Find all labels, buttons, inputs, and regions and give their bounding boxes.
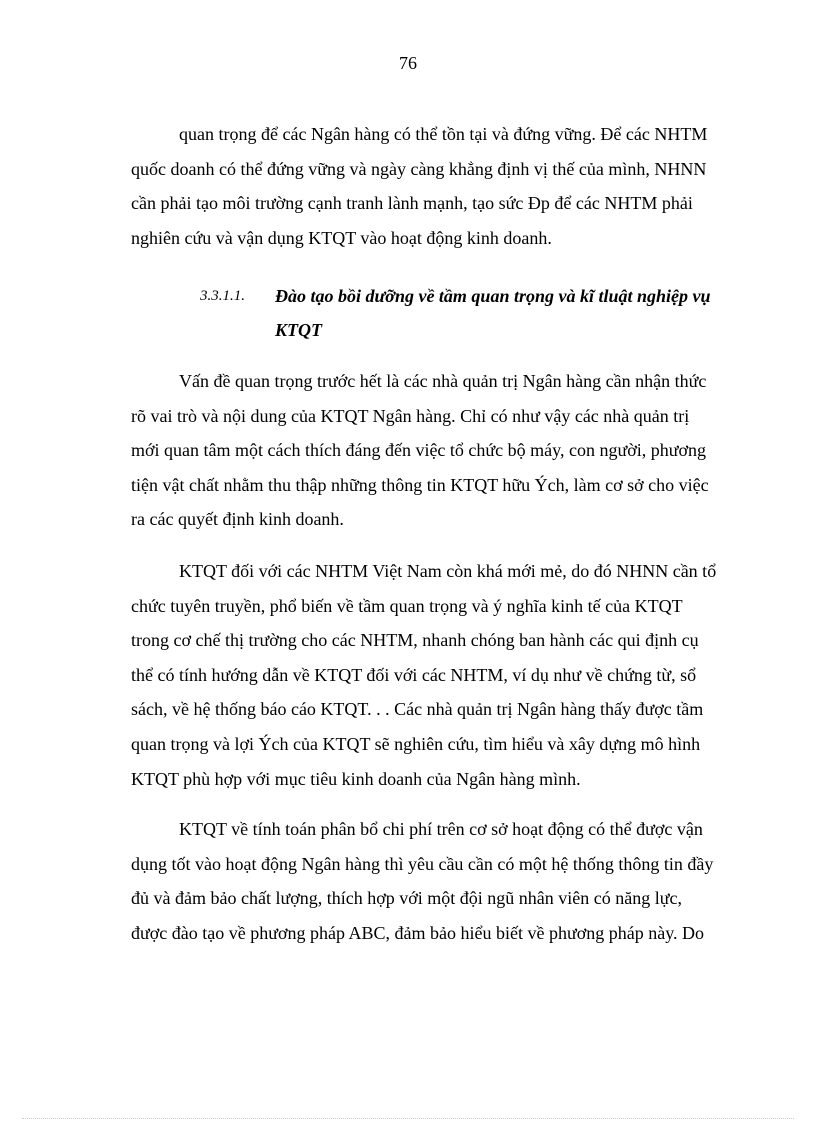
paragraph-line: tiện vật chất nhằm thu thập những thông tin KTQT hữu Ých, làm cơ sở cho việc — [131, 474, 709, 495]
paragraph-line: dụng tốt vào hoạt động Ngân hàng thì yêu cầu cần có một hệ thống thông tin đầy — [131, 853, 714, 874]
paragraph-line: thể có tính hướng dẫn về KTQT đối với các NHTM, ví dụ như về chứng từ, sổ — [131, 664, 697, 685]
paragraph-line: trong cơ chế thị trường cho các NHTM, nhanh chóng ban hành các qui định cụ — [131, 630, 699, 651]
paragraph-line: KTQT đối với các NHTM Việt Nam còn khá mới mẻ, do đó NHNN cần tổ — [179, 561, 717, 581]
section-number: 3.3.1.1. — [200, 288, 245, 304]
page-bottom-divider — [22, 1118, 794, 1119]
paragraph-line: KTQT về tính toán phân bổ chi phí trên cơ sở hoạt động có thể được vận — [179, 819, 703, 839]
paragraph-2 — [131, 364, 741, 537]
paragraph-line: quốc doanh có thể đứng vững và ngày càng khẳng định vị thế của mình, NHNN — [131, 158, 707, 179]
paragraph-line: cần phải tạo môi trường cạnh tranh lành mạnh, tạo sức Ðp để các NHTM phải — [131, 193, 693, 214]
paragraph-line: quan trọng để các Ngân hàng có thể tồn tại và đứng vững. Để các NHTM — [179, 124, 708, 144]
paragraph-line: mới quan tâm một cách thích đáng đến việc tổ chức bộ máy, con người, phương — [131, 440, 707, 461]
page-number: 76 — [399, 53, 417, 73]
section-title-line: Đào tạo bồi dưỡng về tầm quan trọng và kĩ tluật nghiệp vụ — [275, 286, 711, 306]
paragraph-line: rõ vai trò và nội dung của KTQT Ngân hàng. Chỉ có như vậy các nhà quản trị — [131, 405, 690, 426]
paragraph-line: đủ và đảm bảo chất lượng, thích hợp với một đội ngũ nhân viên có năng lực, — [131, 888, 682, 909]
paragraph-4 — [131, 812, 741, 950]
paragraph-line: Vấn đề quan trọng trước hết là các nhà quản trị Ngân hàng cần nhận thức — [179, 371, 707, 391]
paragraph-1 — [131, 117, 741, 255]
paragraph-line: KTQT phù hợp với mục tiêu kinh doanh của Ngân hàng mình. — [131, 768, 581, 789]
paragraph-line: sách, về hệ thống báo cáo KTQT. . . Các nhà quản trị Ngân hàng thấy được tầm — [131, 699, 704, 720]
paragraph-line: ra các quyết định kinh doanh. — [131, 509, 344, 530]
paragraph-line: được đào tạo về phương pháp ABC, đảm bảo hiểu biết về phương pháp này. Do — [131, 922, 705, 943]
paragraph-3 — [131, 554, 741, 796]
section-title-line: KTQT — [275, 320, 322, 340]
paragraph-line: nghiên cứu và vận dụng KTQT vào hoạt động kinh doanh. — [131, 227, 552, 248]
section-title — [275, 279, 755, 347]
paragraph-line: quan trọng và lợi Ých của KTQT sẽ nghiên cứu, tìm hiểu và xây dựng mô hình — [131, 733, 701, 754]
paragraph-line: chức tuyên truyền, phổ biến về tầm quan trọng và ý nghĩa kinh tế của KTQT — [131, 595, 683, 616]
